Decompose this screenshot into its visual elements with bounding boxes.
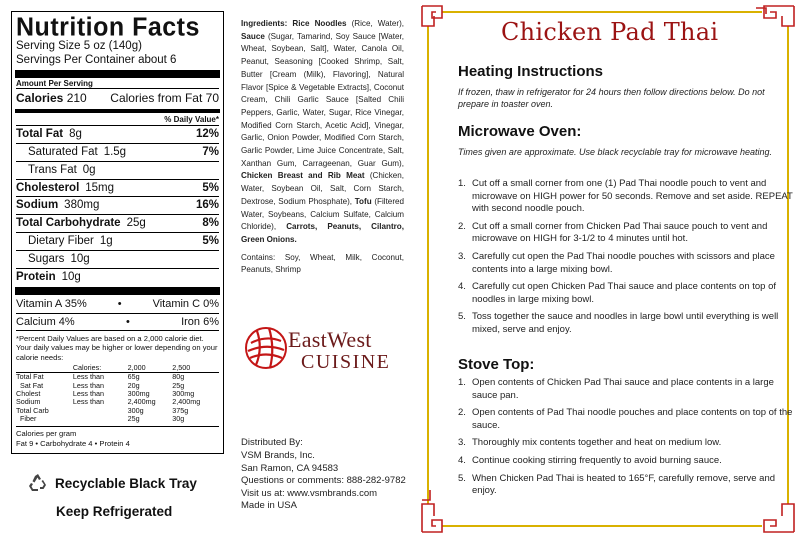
dv-table-header-cell: 2,500 [172,363,191,373]
dv-table-row [16,407,219,415]
nutrient-row [16,143,219,161]
product-title: Chicken Pad Thai [501,18,719,46]
dv-table-cell: 30g [172,413,185,423]
dv-table-cell: Total Carb [16,405,49,415]
dv-table [16,364,219,423]
dv-table-cell: Fiber [16,413,37,423]
microwave-heading: Microwave Oven: [458,123,582,140]
stove-heading: Stove Top: [458,356,535,373]
nutrient-daily-value: 12% [195,128,219,141]
calories-per-gram-values: Fat 9 • Carbohydrate 4 • Protein 4 [16,438,130,448]
step-text: Open contents of Pad Thai noodle pouches and place contents on top of the sauce. [472,407,793,431]
step-text: Thoroughly mix contents together and heat on medium low. [472,437,722,449]
microwave-note: Times given are approximate. Use black recyclable tray for microwave heating. [458,147,773,157]
divider-thick [15,287,220,295]
nutrient-daily-value: 16% [195,199,219,212]
instruction-step [458,178,793,216]
ingredients-block [241,18,404,277]
instruction-step [458,455,793,468]
chicken-text: (Chicken, Water, Soybean Oil, Salt, Corn Starch, Dextrose, Sodium Phosphate), [241,171,405,206]
step-text: Cut off a small corner from one (1) Pad Thai noodle pouch to vent and microwave on HIGH power for 50 seconds. Remove and set aside. REPEAT with second noodle pouch. [472,178,793,215]
nutrient-daily-value: 7% [202,145,219,158]
nutrient-row [16,250,219,268]
instruction-step [458,473,793,498]
distributor-line: Visit us at: www.vsmbrands.com [241,487,378,499]
nutrient-amount: 8g [69,128,82,141]
step-text: When Chicken Pad Thai is heated to 165°F, carefully remove, serve and enjoy. [472,472,776,497]
bullet: • [125,315,130,328]
nutrient-label: Sodium [16,199,59,212]
serving-size: Serving Size 5 oz (140g) [16,40,142,52]
sauce-text: (Sugar, Tamarind, Soy Sauce [Water, Wheat, Soybean, Salt], Water, Canola Oil, Peanut, Seasoning [Cooked Shrimp, Salt, Butter [Cream (Milk), Flavoring], Natural Flavor [Spice & Vegetable Extracts], Coconut Cream, Chili Garlic Sauce [Salted Chili Peppers, Garlic, Water, Sugar, Rice Vinegar, Modified Corn Starch, Acetic Acid], Vinegar, Garlic, Onion Powder, Modified Corn Starch, Garlic Powder, Lime Juice Concentrate, Salt, Xanthan Gum, Carrageenan, Guar Gum), [241,31,405,168]
recyclable-label [28,474,218,492]
dv-table-cell: 25g [127,413,140,423]
nutrient-row [16,232,219,250]
dv-table-cell: 300mg [172,389,195,399]
step-number: 3. [458,437,466,449]
bullet: • [117,298,122,311]
distributor-line: VSM Brands, Inc. [241,450,315,462]
step-number: 2. [458,220,466,232]
step-number: 4. [458,281,466,293]
dv-table-cell [73,415,128,423]
step-number: 5. [458,472,466,484]
nutrient-rows [16,125,219,285]
calories-value: 210 [66,91,87,106]
dv-table-cell: Less than [72,397,104,407]
dv-table-cell: Cholest [16,389,41,399]
nutrient-amount: 380mg [64,199,100,212]
dv-table-cell: Less than [72,380,104,390]
distributor-block [241,437,406,512]
vitamin-c: Vitamin C 0% [152,298,219,311]
dv-footnote: *Percent Daily Values are based on a 2,000 calorie diet. Your daily values may be higher or lower depending on your calorie needs: [16,333,218,362]
calories-row [16,88,219,106]
nutrient-amount: 1.5g [103,145,127,158]
dv-table-cell: 80g [172,372,185,382]
step-number: 1. [458,377,466,388]
nutrient-row [16,125,219,143]
keep-refrigerated: Keep Refrigerated [56,504,173,519]
calcium: Calcium 4% [16,315,75,328]
nutrient-label: Sugars [28,252,65,265]
divider-medium [15,109,220,113]
nutrient-daily-value: 5% [202,181,219,194]
nutrient-amount: 10g [61,270,81,283]
nutrient-label: Saturated Fat [28,145,98,158]
nutrient-label: Protein [16,270,56,283]
step-text: Continue cooking stirring frequently to avoid burning sauce. [472,454,722,466]
dv-table-header-cell: 2,000 [127,363,146,373]
instruction-step [458,221,793,246]
divider-thick [15,70,220,78]
step-text: Open contents of Chicken Pad Thai sauce and place contents in a large sauce pan. [472,377,774,401]
ingredients-label: Ingredients: [241,19,288,28]
tofu-label: Tofu [354,196,372,206]
vitamin-row [16,296,219,312]
instruction-step [458,407,793,432]
logo-line2: CUISINE [301,351,391,373]
dv-table-cell: 20g [127,380,140,390]
heating-heading: Heating Instructions [458,63,604,80]
heating-note: If frozen, thaw in refrigerator for 24 hours then follow directions below. Do not prepare in toaster oven. [458,87,765,109]
calories-from-fat: Calories from Fat 70 [110,91,219,106]
dv-table-cell: Less than [72,372,104,382]
step-number: 3. [458,250,466,262]
distributor-line: Distributed By: [241,437,303,448]
logo-line1: EastWest [288,327,372,352]
dv-table-cell: Sodium [16,397,41,407]
instruction-step [458,311,793,336]
dv-table-cell: 65g [127,372,140,382]
noodles-text: (Rice, Water), [351,19,405,28]
calories-per-gram: Calories per gram [16,429,77,439]
mineral-row [16,313,219,330]
nutrient-amount: 25g [126,217,146,230]
stove-steps [458,377,793,503]
distributor-line: San Ramon, CA 94583 [241,462,339,474]
nutrient-row [16,196,219,214]
dv-table-cell: Less than [72,389,104,399]
step-number: 2. [458,407,466,419]
globe-icon [243,325,289,371]
nutrient-row [16,161,219,179]
calories-label: Calories [16,91,64,106]
nutrient-daily-value: 8% [202,217,219,230]
nutrient-amount: 1g [99,234,113,247]
nutrient-amount: 15mg [85,181,115,194]
amount-per-serving: Amount Per Serving [16,78,93,88]
step-text: Toss together the sauce and noodles in large bowl until everything is well mixed, serve and enjoy. [472,311,779,335]
nutrient-row [16,268,219,286]
nutrient-label: Dietary Fiber [28,234,94,247]
dv-table-cell: 2,400mg [172,397,201,407]
instruction-step [458,437,793,450]
dv-table-cell: Sat Fat [16,380,44,390]
instruction-step [458,251,793,276]
nutrition-title: Nutrition Facts [16,12,200,42]
nutrient-label: Total Carbohydrate [16,217,121,230]
vitamin-a: Vitamin A 35% [16,298,87,311]
sauce-label: Sauce [241,31,265,41]
microwave-steps [458,178,793,342]
dv-table-header-cell: Calories: [72,363,102,373]
servings-per-container: Servings Per Container about 6 [16,53,177,66]
nutrient-label: Trans Fat [28,163,77,176]
distributor-line: Made in USA [241,500,297,512]
nutrient-row [16,179,219,197]
recycle-icon [28,474,48,492]
dv-table-cell: 375g [172,405,189,415]
dv-table-cell: 300mg [127,389,150,399]
dv-table-cell [73,407,128,415]
dv-table-cell: Total Fat [16,372,44,382]
recycle-text: Recyclable Black Tray [55,475,197,491]
nutrient-label: Total Fat [16,128,64,141]
distributor-line: Questions or comments: 888-282-9782 [241,475,406,487]
step-number: 4. [458,454,466,466]
eastwest-logo [243,323,413,375]
dv-table-cell: 2,400mg [127,397,156,407]
step-text: Carefully cut open the Pad Thai noodle pouches with scissors and place contents into a large mixing bowl. [472,250,775,275]
dv-table-cell: 300g [127,405,144,415]
instruction-step [458,377,793,402]
dv-table-cell: 25g [172,380,185,390]
nutrient-row [16,214,219,232]
dv-table-header [16,364,219,373]
step-number: 5. [458,311,466,323]
tofu-text: (Filtered Water, Soybeans, Calcium Sulfate, Calcium Chloride), [241,196,405,232]
step-text: Carefully cut open Chicken Pad Thai sauce and place contents on top of noodles in large mixing bowl. [472,281,777,305]
allergen-contains: Contains: Soy, Wheat, Milk, Coconut, Peanuts, Shrimp [241,252,404,275]
nutrient-amount: 0g [82,163,96,176]
step-number: 1. [458,178,466,189]
dv-table-row [16,373,219,382]
daily-value-header: % Daily Value* [164,114,219,124]
nutrition-facts-panel [11,11,224,454]
nutrient-label: Cholesterol [16,181,80,194]
nutrient-amount: 10g [70,252,90,265]
step-text: Cut off a small corner from Chicken Pad Thai sauce pouch to vent and microwave on HIGH for 3-1/2 to 4 minutes until hot. [472,220,768,245]
instruction-step [458,281,793,306]
noodles-label: Rice Noodles [292,19,347,28]
dv-table-row [16,415,219,423]
iron: Iron 6% [181,315,219,328]
chicken-label: Chicken Breast and Rib Meat [241,171,365,181]
vegetables-label: Carrots, Peanuts, Cilantro, Green Onions. [241,222,405,244]
nutrient-daily-value: 5% [202,234,219,247]
